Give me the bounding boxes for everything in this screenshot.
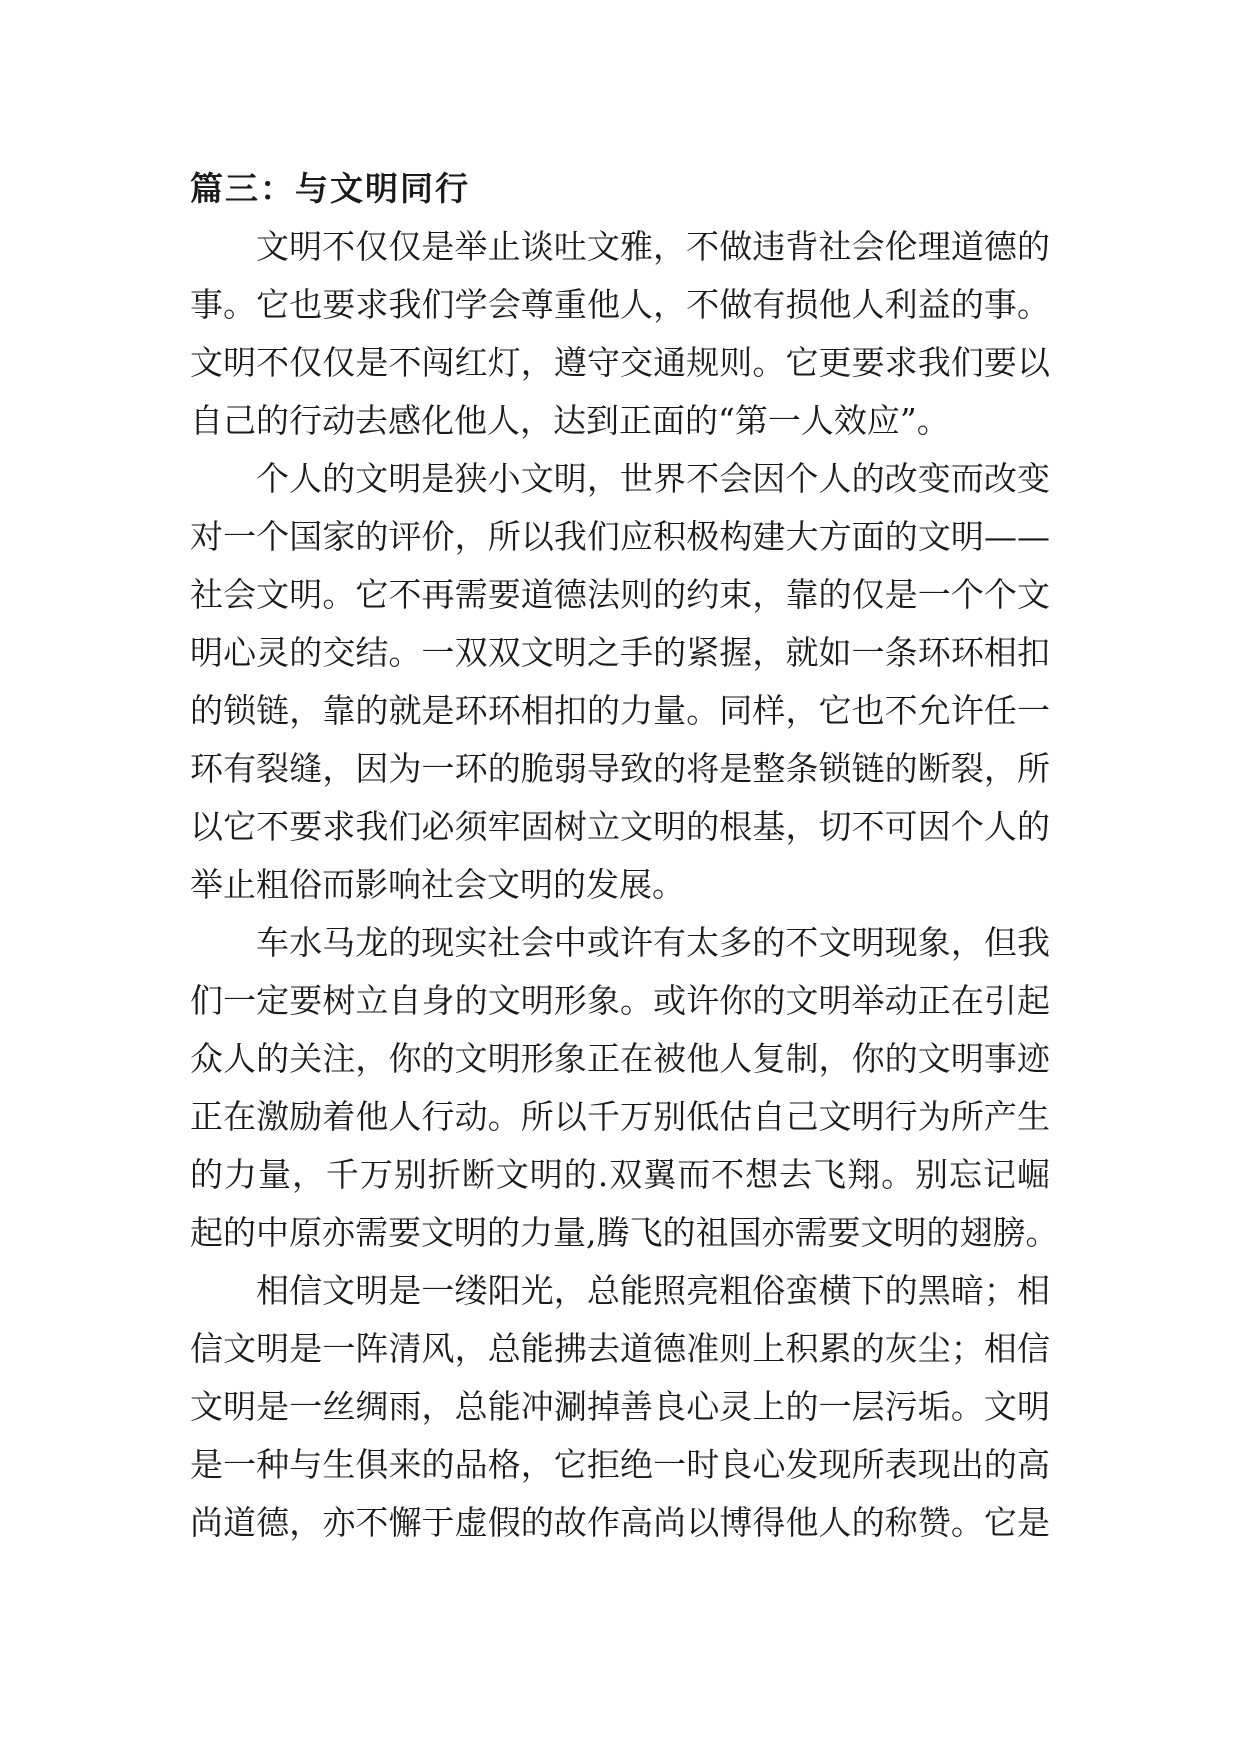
- text-line: 众人的关注，你的文明形象正在被他人复制，你的文明事迹: [190, 1039, 1050, 1078]
- paragraph: [190, 1262, 1050, 1552]
- document-page: [190, 160, 1059, 1552]
- text-line: 文明不仅仅是不闯红灯，遵守交通规则。它更要求我们要以: [190, 343, 1050, 382]
- text-line: 个人的文明是狭小文明，世界不会因个人的改变而改变: [256, 459, 1050, 498]
- paragraph: [190, 450, 1050, 914]
- text-line: 文明不仅仅是举止谈吐文雅，不做违背社会伦理道德的: [256, 227, 1050, 266]
- text-line: 的力量，千万别折断文明的.双翼而不想去飞翔。别忘记崛: [190, 1155, 1050, 1194]
- text-line: 起的中原亦需要文明的力量,腾飞的祖国亦需要文明的翅膀。: [190, 1213, 1059, 1252]
- text-line: 明心灵的交结。一双双文明之手的紧握，就如一条环环相扣: [190, 633, 1050, 672]
- text-line: 对一个国家的评价，所以我们应积极构建大方面的文明——: [190, 517, 1050, 556]
- text-line: 的锁链，靠的就是环环相扣的力量。同样，它也不允许任一: [190, 691, 1050, 730]
- text-line: 文明是一丝绸雨，总能冲涮掉善良心灵上的一层污垢。文明: [190, 1387, 1050, 1426]
- paragraph: [190, 914, 1059, 1262]
- text-line: 以它不要求我们必须牢固树立文明的根基，切不可因个人的: [190, 807, 1050, 846]
- text-line: 正在激励着他人行动。所以千万别低估自己文明行为所产生: [190, 1097, 1050, 1136]
- text-line: 事。它也要求我们学会尊重他人，不做有损他人利益的事。: [190, 285, 1050, 324]
- text-line: 们一定要树立自身的文明形象。或许你的文明举动正在引起: [190, 981, 1050, 1020]
- document-heading: 篇三：与文明同行: [190, 169, 470, 208]
- text-line: 是一种与生俱来的品格，它拒绝一时良心发现所表现出的高: [190, 1445, 1050, 1484]
- text-line: 相信文明是一缕阳光，总能照亮粗俗蛮横下的黑暗；相: [256, 1271, 1050, 1310]
- text-line: 自己的行动去感化他人，达到正面的“第一人效应”。: [190, 401, 950, 440]
- document-body: [190, 218, 1059, 1552]
- text-line: 信文明是一阵清风，总能拂去道德准则上积累的灰尘；相信: [190, 1329, 1050, 1368]
- text-line: 车水马龙的现实社会中或许有太多的不文明现象，但我: [256, 923, 1050, 962]
- text-line: 举止粗俗而影响社会文明的发展。: [190, 865, 685, 904]
- paragraph: [190, 218, 1050, 450]
- text-line: 社会文明。它不再需要道德法则的约束，靠的仅是一个个文: [190, 575, 1050, 614]
- text-line: 尚道德，亦不懈于虚假的故作高尚以博得他人的称赞。它是: [190, 1503, 1050, 1542]
- text-line: 环有裂缝，因为一环的脆弱导致的将是整条锁链的断裂，所: [190, 749, 1050, 788]
